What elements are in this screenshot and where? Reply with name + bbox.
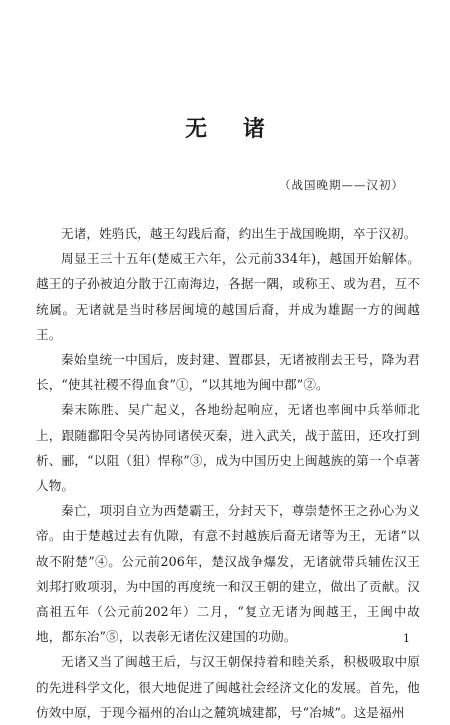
paragraph: 秦始皇统一中国后，废封建、置郡县，无诸被削去王号，降为君长，“使其社稷不得血食”①，“以其地为闽中郡”②。 (36, 352, 420, 393)
page-title: 无 诸 (185, 117, 279, 142)
period-subtitle: （战国晚期——汉初） (279, 178, 404, 192)
page-number: 1 (403, 632, 410, 645)
body-text (36, 221, 420, 725)
paragraph: 秦亡，项羽自立为西楚霸王，分封天下，尊崇楚怀王之孙心为义帝。由于楚越过去有仇隙，有意不封越族后裔无诸等为王，无诸“以故不附楚”④。公元前206年，楚汉战争爆发，无诸就带兵辅佐汉王刘邦打败项羽，为中国的再度统一和汉王朝的建立，做出了贡献。汉高祖五年（公元前202年）二月，“复立无诸为闽越王，王闽中故地，都东冶”⑤，以表彰无诸佐汉建国的功勋。 (36, 503, 420, 645)
paragraph: 秦末陈胜、吴广起义，各地纷起响应，无诸也率闽中兵举师北上，跟随鄱阳令吴芮协同诸侯灭秦，进入武关，战于蓝田，还攻打到析、郦，“以阻（狙）悍称”③，成为中国历史上闽越族的第一个卓著人物。 (36, 402, 420, 494)
paragraph: 无诸，姓驺氏，越王勾践后裔，约出生于战国晚期，卒于汉初。 (61, 226, 417, 241)
paragraph: 周显王三十五年(楚威王六年，公元前334年)，越国开始解体。越王的子孙被迫分散于江南海边，各据一隅，或称王、或为君，互不统属。无诸就是当时移居闽境的越国后裔，并成为雄踞一方的闽越王。 (36, 251, 420, 342)
paragraph: 无诸又当了闽越王后，与汉王朝保持着和睦关系，积极吸取中原的先进科学文化，很大地促进了闽越社会经济文化的发展。首先，他仿效中原，于现今福州的冶山之麓筑城建都，号“冶城”。这是福州 (36, 654, 420, 720)
